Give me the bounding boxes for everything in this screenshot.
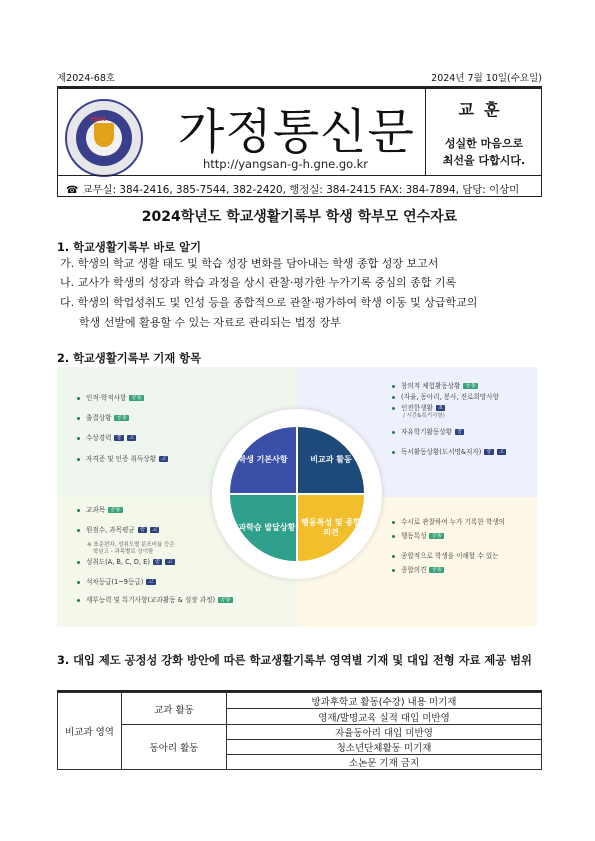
diagram-item — [392, 533, 444, 540]
table-row: 자율동아리 대입 미반영 — [227, 725, 542, 740]
newsletter-header — [57, 86, 542, 197]
document-title: 2024학년도 학교생활기록부 학생 학부모 연수자료 — [141, 209, 458, 225]
diagram-item-text: 인적·학적사항 — [86, 394, 127, 403]
diagram-item — [77, 507, 123, 514]
diagram-item-text: 자유학기활동상황 — [401, 428, 452, 437]
level-tag: 초 — [437, 405, 444, 411]
bullet-icon — [77, 437, 80, 440]
sub-cell-1: 교과 활동 — [122, 693, 227, 725]
diagram-item — [77, 435, 136, 442]
bl-note-1: ※ 표준편차, 성취도별 분포비율 등은 — [87, 542, 175, 548]
bullet-icon — [392, 569, 395, 572]
table-row: 청소년단체활동 미기재 — [227, 740, 542, 755]
diagram-item — [77, 415, 129, 422]
diagram-item-text: 행동특성 — [401, 532, 427, 541]
phone-icon: ☎ — [66, 185, 79, 196]
record-items-diagram — [57, 367, 537, 627]
diagram-item-text: 수상경력 — [86, 434, 112, 443]
tr-sub-note: / 시간&특기사항) — [403, 413, 445, 419]
bullet-icon — [77, 529, 80, 532]
diagram-item-text: 석차등급(1~9등급) — [86, 578, 144, 587]
level-tag: 공통 — [431, 533, 443, 539]
bullet-icon — [77, 561, 80, 564]
issue-date: 2024년 7월 10일(수요일) — [431, 73, 542, 84]
diagram-item-text: 인전한생활 — [401, 404, 433, 413]
level-tag: 중 — [456, 429, 463, 435]
diagram-item-text: 창의적 체험활동상황 — [401, 382, 461, 391]
diagram-item — [392, 383, 478, 390]
section-1-item: 가. 학생의 학교 생활 태도 및 학습 성장 변화를 담아내는 학생 종합 성장 보고서 — [60, 257, 439, 270]
table-row: 방과후학교 활동(수강) 내용 미기재 — [227, 693, 542, 709]
table-row: 영재/발명교육 실적 대입 미반영 — [227, 709, 542, 725]
section-1-heading: 1. 학교생활기록부 바로 알기 — [57, 241, 201, 254]
level-tag: 고 — [152, 527, 158, 533]
bullet-icon — [392, 385, 395, 388]
section-3-heading: 3. 대입 제도 공정성 강화 방안에 따른 학교생활기록부 영역별 기재 및 대입 전형 자료 제공 범위 — [57, 654, 532, 667]
diagram-item-text: 교과목 — [86, 506, 106, 515]
center-behavior: 행동특성 및 종합의견 — [298, 495, 364, 561]
table-row: 소논문 기재 금지 — [227, 755, 542, 770]
school-url[interactable]: http://yangsan-g-h.gne.go.kr — [203, 157, 369, 171]
diagram-item-text: 수시로 관찰하여 누가 기록한 학생의 — [401, 518, 505, 526]
issue-number: 제2024-68호 — [57, 73, 116, 84]
level-tag: 공통 — [220, 597, 231, 603]
diagram-item-text: 자격증 및 인증 취득상황 — [86, 455, 156, 464]
level-tag: 공통 — [116, 415, 128, 421]
level-tag: 중 — [139, 527, 146, 533]
bullet-icon — [392, 535, 395, 538]
bullet-icon — [77, 509, 80, 512]
diagram-item — [77, 456, 168, 463]
diagram-item-text: 독서활동상황(도서명&저자) — [401, 448, 482, 457]
diagram-item — [392, 429, 464, 436]
section-1-item: 다. 학생의 학업성취도 및 인성 등을 종합적으로 관찰·평가하여 학생 이동 및 상급학교의 — [60, 296, 478, 309]
diagram-item — [392, 519, 505, 526]
level-tag: 공통 — [465, 383, 477, 389]
bullet-icon — [77, 581, 80, 584]
motto-line-2: 최선을 다합시다. — [442, 154, 526, 167]
diagram-item — [77, 597, 233, 604]
school-logo — [65, 99, 143, 177]
newsletter-title: 가정통신문 — [178, 104, 415, 160]
level-tag: 고 — [128, 435, 135, 441]
bullet-icon — [77, 397, 80, 400]
diagram-item — [77, 559, 175, 566]
diagram-item-text: 종합의견 — [401, 566, 427, 575]
section-1-item: 나. 교사가 학생의 성장과 학습 과정을 상시 관찰·평가한 누가기록 중심의 종합 기록 — [60, 276, 457, 289]
center-extracurricular: 비교과 활동 — [298, 427, 364, 493]
contact-text: 교무실: 384-2416, 385-7544, 382-2420, 행정실: 384-2415 FAX: 384-7894, 담당: 이상미 — [82, 184, 520, 196]
level-tag: 고 — [498, 449, 505, 455]
level-tag: 중 — [116, 435, 122, 441]
center-basic-info: 학생 기본사항 — [230, 427, 296, 493]
bl-note-2: 학년고 - 과목별로 상이함 — [93, 549, 154, 555]
level-tag: 공통 — [110, 507, 121, 513]
level-tag: 고 — [167, 559, 173, 565]
issue-line — [57, 70, 542, 84]
bullet-icon — [392, 407, 395, 410]
bullet-icon — [392, 451, 395, 454]
bullet-icon — [392, 555, 395, 558]
diagram-item — [392, 553, 499, 560]
logo-text: YSGH — [90, 117, 106, 123]
center-circle — [212, 409, 382, 579]
diagram-item-text: 성취도(A, B, C, D, E) — [86, 558, 150, 567]
motto-line-1: 성실한 마음으로 — [444, 137, 524, 150]
bullet-icon — [392, 396, 395, 399]
diagram-item — [77, 579, 156, 586]
contact-info — [66, 181, 519, 196]
level-tag: 중 — [154, 559, 161, 565]
level-tag: 고 — [160, 456, 167, 462]
area-cell: 비교과 영역 — [58, 693, 122, 770]
range-table — [57, 692, 542, 770]
level-tag: 공통 — [431, 567, 443, 573]
diagram-item — [392, 449, 506, 456]
motto-title: 교훈 — [458, 100, 510, 119]
bullet-icon — [77, 458, 80, 461]
section-1-item: 학생 선발에 활용할 수 있는 자료로 관리되는 법정 장부 — [79, 316, 341, 329]
level-tag: 공통 — [131, 395, 142, 401]
center-academic: 교과학습 발달상황 — [230, 495, 296, 561]
diagram-item-text: 종합적으로 학생을 이해할 수 있는 — [401, 552, 499, 560]
level-tag: 고 — [148, 579, 154, 585]
diagram-item — [392, 567, 444, 574]
diagram-item-text: (자율, 동아리, 봉사, 진로희망사항 — [401, 393, 499, 401]
bullet-icon — [392, 431, 395, 434]
sub-cell-2: 동아리 활동 — [122, 725, 227, 770]
diagram-item — [77, 395, 144, 402]
bullet-icon — [77, 417, 80, 420]
diagram-item — [77, 527, 159, 534]
diagram-item-text: 세부능력 및 특기사항(교과활동 & 성장 과정) — [86, 596, 216, 605]
diagram-item-text: 원점수, 과목평균 — [86, 526, 135, 535]
bullet-icon — [392, 521, 395, 524]
diagram-item-text: 출결상황 — [86, 414, 112, 423]
level-tag: 중 — [486, 449, 492, 455]
diagram-item — [392, 394, 499, 401]
section-2-heading: 2. 학교생활기록부 기재 항목 — [57, 352, 201, 365]
bullet-icon — [77, 599, 80, 602]
